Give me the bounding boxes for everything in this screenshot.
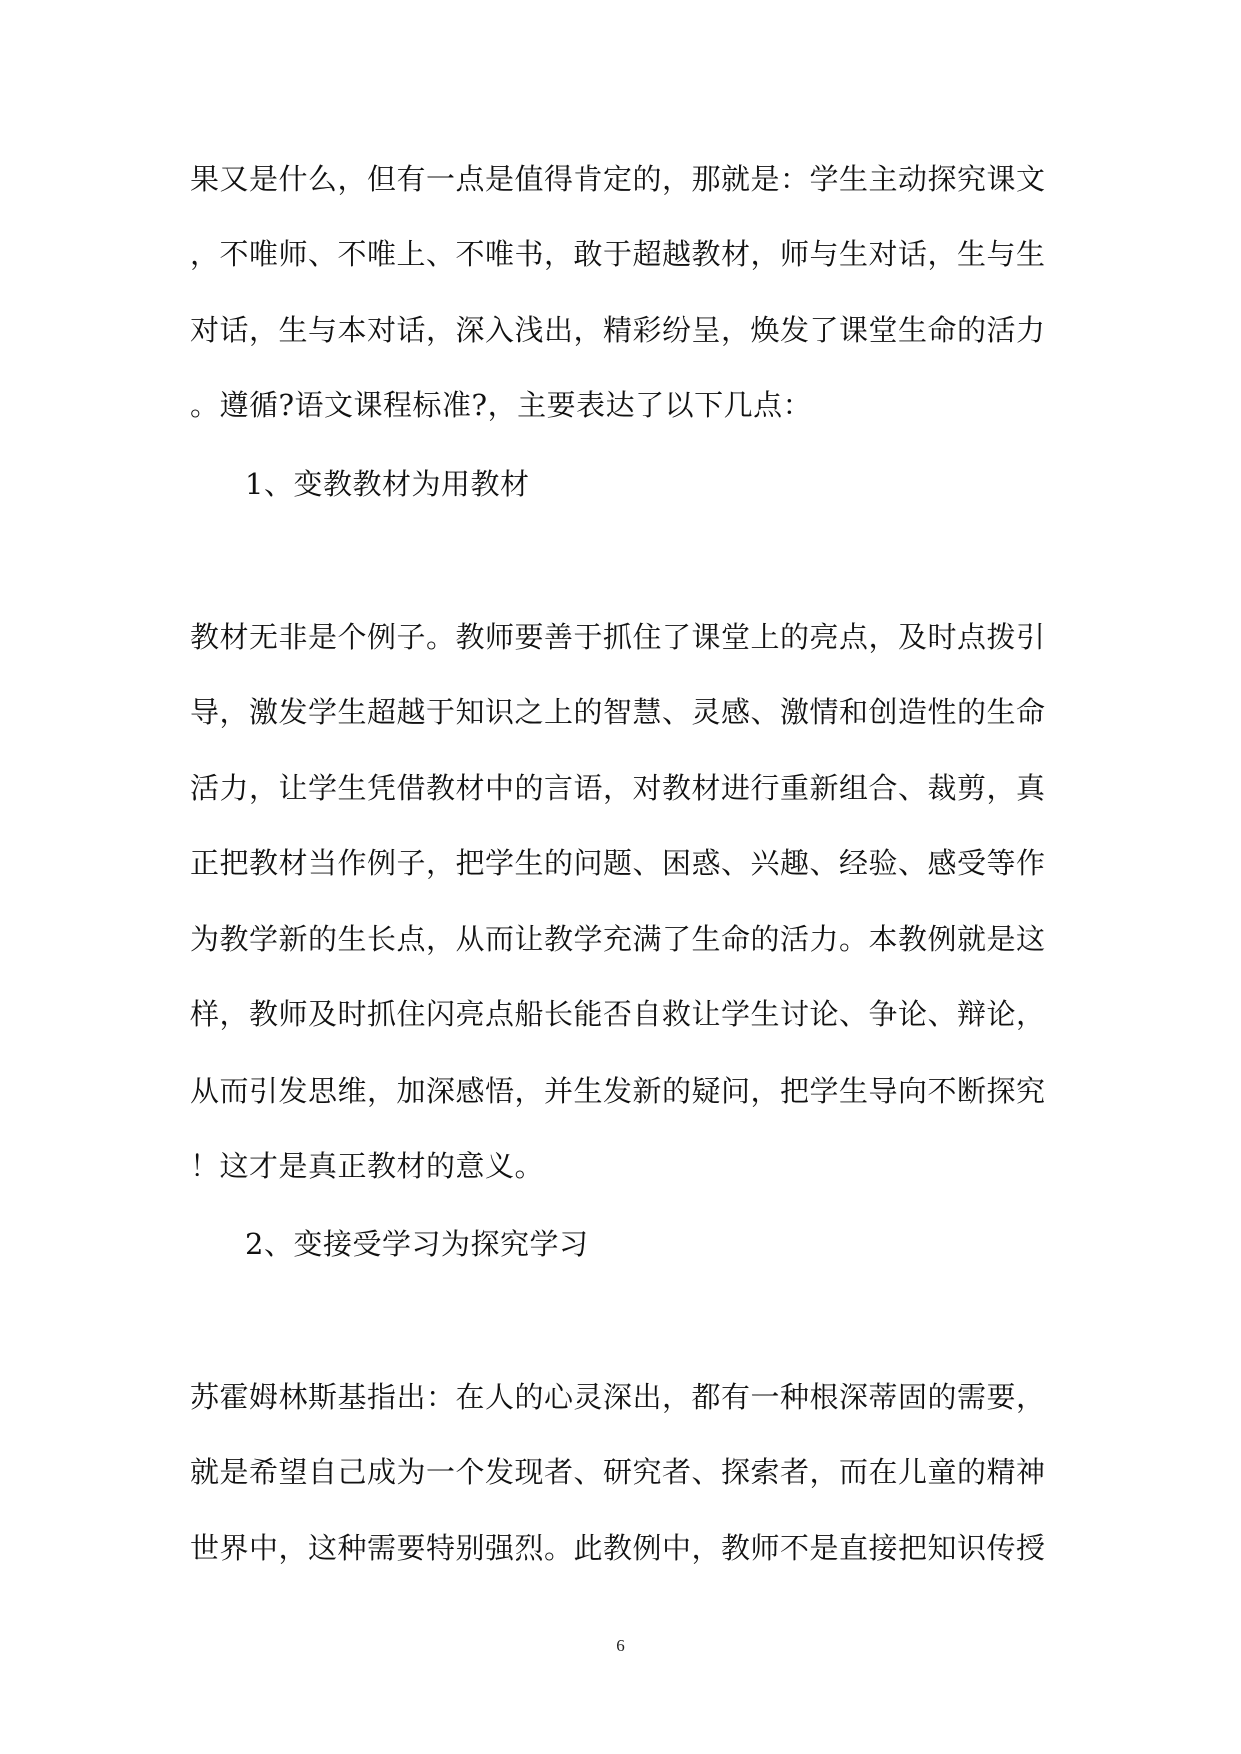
paragraph-line: 就是希望自己成为一个发现者、研究者、探索者，而在儿童的精神: [190, 1455, 1046, 1489]
paragraph-line: ！这才是真正教材的意义。: [190, 1149, 545, 1183]
section-heading: 1、变教教材为用教材: [245, 467, 530, 501]
paragraph-line: 果又是什么，但有一点是值得肯定的，那就是：学生主动探究课文: [190, 162, 1046, 196]
paragraph-line: 苏霍姆林斯基指出：在人的心灵深出，都有一种根深蒂固的需要，: [190, 1380, 1046, 1414]
paragraph-line: 样，教师及时抓住闪亮点船长能否自救让学生讨论、争论、辩论，: [190, 997, 1046, 1031]
paragraph-line: 导，激发学生超越于知识之上的智慧、灵感、激情和创造性的生命: [190, 695, 1046, 729]
paragraph-line: 对话，生与本对话，深入浅出，精彩纷呈，焕发了课堂生命的活力: [190, 313, 1046, 347]
paragraph-line: ，不唯师、不唯上、不唯书，敢于超越教材，师与生对话，生与生: [190, 237, 1046, 271]
paragraph-line: 活力，让学生凭借教材中的言语，对教材进行重新组合、裁剪，真: [190, 771, 1046, 805]
paragraph-line: 为教学新的生长点，从而让教学充满了生命的活力。本教例就是这: [190, 922, 1046, 956]
section-heading: 2、变接受学习为探究学习: [245, 1227, 589, 1261]
paragraph-line: 从而引发思维，加深感悟，并生发新的疑问，把学生导向不断探究: [190, 1074, 1046, 1108]
paragraph-line: 教材无非是个例子。教师要善于抓住了课堂上的亮点，及时点拨引: [190, 620, 1046, 654]
paragraph-line: 。遵循?语文课程标准?，主要表达了以下几点：: [190, 388, 813, 422]
page-number: 6: [616, 1636, 625, 1655]
paragraph-line: 正把教材当作例子，把学生的问题、困惑、兴趣、经验、感受等作: [190, 846, 1046, 880]
paragraph-line: 世界中，这种需要特别强烈。此教例中，教师不是直接把知识传授: [190, 1531, 1046, 1565]
